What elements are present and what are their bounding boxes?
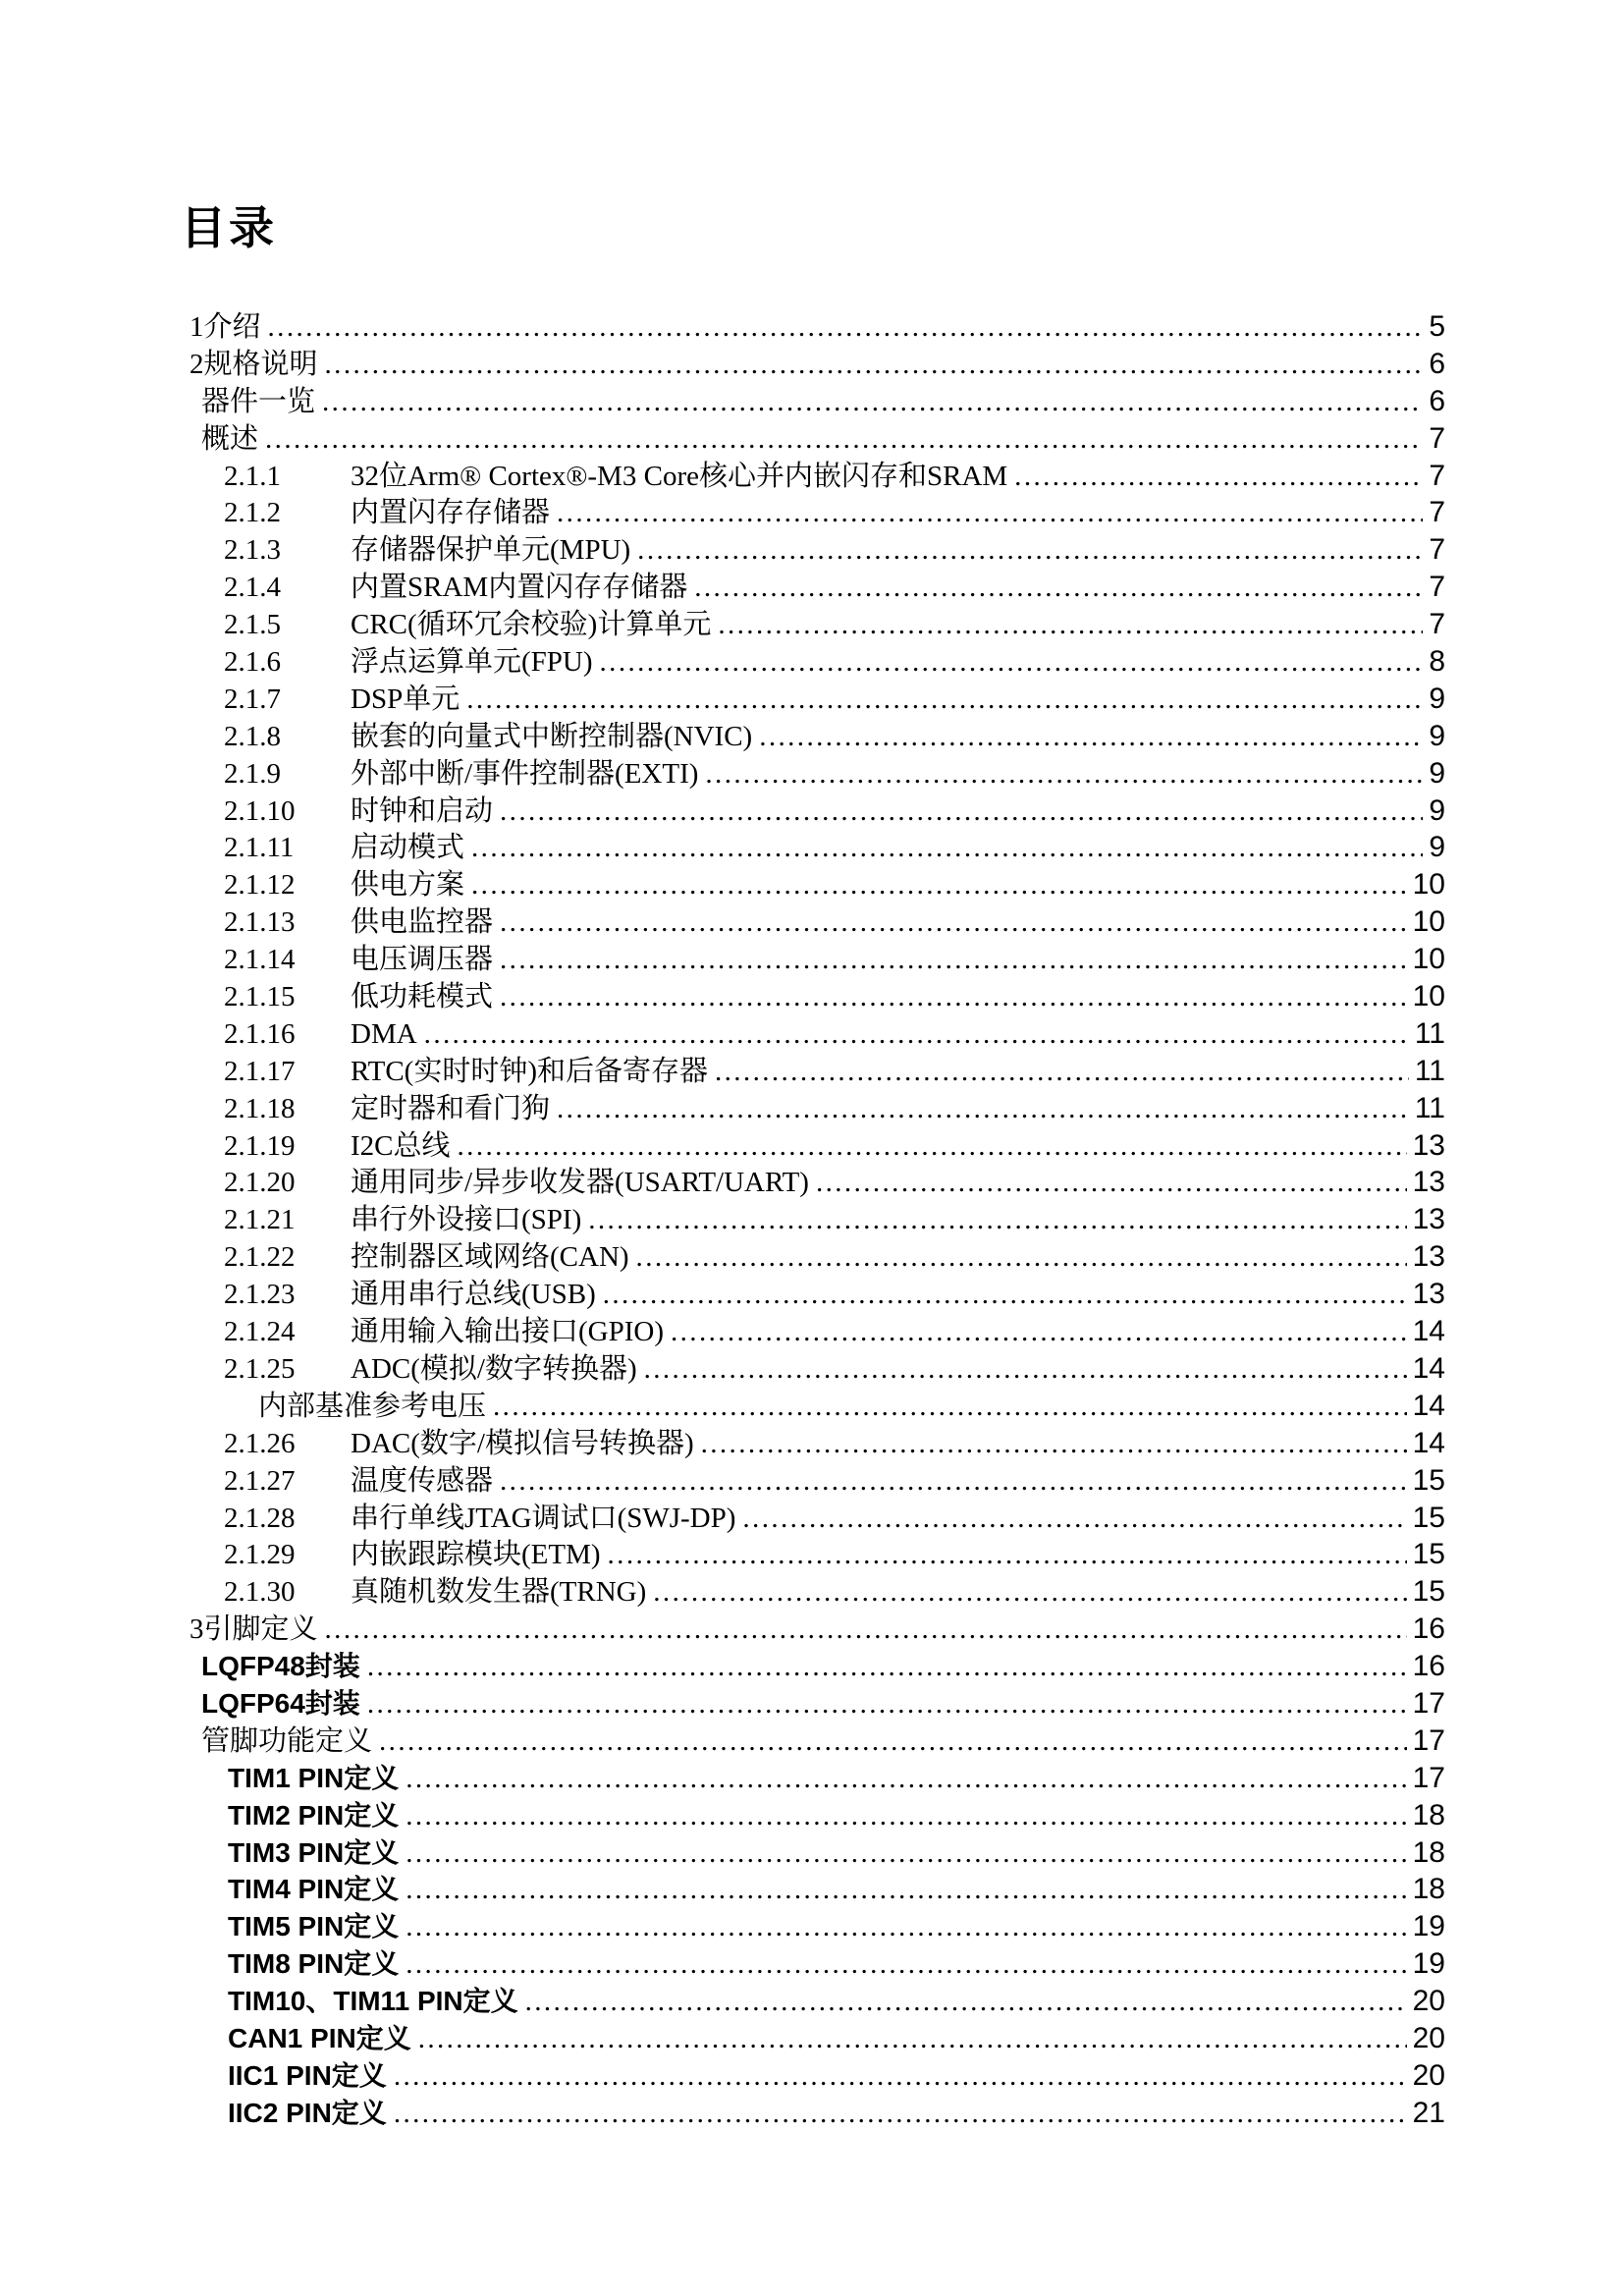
- toc-entry-number: 2.1.28: [224, 1502, 296, 1534]
- toc-entry-label: 存储器保护单元(MPU): [351, 534, 631, 567]
- dot-leader: [406, 1761, 1406, 1798]
- toc-entry-page: 6: [1429, 347, 1445, 380]
- toc-entry-page: 20: [1412, 1985, 1445, 2018]
- toc-entry-number: 2.1.20: [224, 1167, 296, 1199]
- toc-entry-number: 2.1.5: [224, 609, 281, 641]
- toc-entry-label: 内置闪存存储器: [351, 497, 551, 529]
- toc-entry-label: 通用同步/异步收发器(USART/UART): [351, 1167, 809, 1199]
- toc-entry-label: 概述: [201, 422, 259, 455]
- toc-entry[interactable]: [189, 1090, 1445, 1127]
- toc-entry-label: 内嵌跟踪模块(ETM): [351, 1539, 601, 1571]
- dot-leader: [608, 1537, 1407, 1574]
- toc-entry-page: 5: [1429, 310, 1445, 343]
- toc-entry-label: LQFP48封装: [201, 1651, 360, 1682]
- toc-entry-number: 2.1.29: [224, 1539, 296, 1571]
- dot-leader: [500, 1463, 1407, 1501]
- dot-leader: [265, 421, 1423, 459]
- toc-entry[interactable]: [189, 2057, 1445, 2095]
- dot-leader: [394, 2096, 1407, 2133]
- toc-entry-number: 2.1.10: [224, 794, 296, 827]
- toc-entry-page: 11: [1414, 1054, 1445, 1087]
- toc-entry[interactable]: [189, 1425, 1445, 1462]
- toc-entry[interactable]: [189, 606, 1445, 643]
- toc-entry-number: 2.1.16: [224, 1017, 296, 1050]
- dot-leader: [325, 347, 1424, 384]
- toc-entry[interactable]: [189, 1797, 1445, 1834]
- dot-leader: [644, 1351, 1407, 1389]
- toc-entry-number: 2.1.4: [224, 572, 281, 604]
- toc-entry-label: IIC1 PIN定义: [228, 2059, 387, 2091]
- toc-entry[interactable]: [189, 1722, 1445, 1760]
- dot-leader: [588, 1202, 1406, 1239]
- toc-entry-label: 串行单线JTAG调试口(SWJ-DP): [351, 1502, 736, 1534]
- toc-entry-page: 9: [1429, 756, 1445, 790]
- toc-entry-label: DMA: [351, 1017, 417, 1050]
- toc-entry-page: 13: [1412, 1278, 1445, 1311]
- toc-entry[interactable]: [189, 1053, 1445, 1090]
- toc-entry-page: 16: [1412, 1650, 1445, 1683]
- dot-leader: [637, 532, 1423, 570]
- toc-entry[interactable]: [189, 458, 1445, 495]
- dot-leader: [406, 1798, 1406, 1835]
- toc-entry-label: TIM3 PIN定义: [228, 1836, 400, 1868]
- toc-entry[interactable]: [189, 866, 1445, 903]
- toc-entry[interactable]: [189, 569, 1445, 606]
- toc-entry-number: 2.1.2: [224, 497, 281, 529]
- toc-entry-page: 7: [1429, 571, 1445, 604]
- toc-entry[interactable]: [189, 1648, 1445, 1685]
- toc-entry[interactable]: [189, 494, 1445, 531]
- toc-entry-label: 3引脚定义: [189, 1613, 318, 1646]
- toc-entry-label: 串行外设接口(SPI): [351, 1204, 582, 1236]
- dot-leader: [816, 1165, 1407, 1202]
- toc-entry-label: 内部基准参考电压: [258, 1390, 487, 1422]
- toc-entry[interactable]: [189, 1834, 1445, 1872]
- toc-entry-label: 嵌套的向量式中断控制器(NVIC): [351, 720, 753, 752]
- dot-leader: [500, 904, 1407, 942]
- toc-entry-label: 电压调压器: [351, 944, 494, 976]
- toc-entry-label: I2C总线: [351, 1129, 451, 1162]
- toc-entry[interactable]: [189, 903, 1445, 941]
- dot-leader: [458, 1128, 1407, 1166]
- toc-entry[interactable]: [189, 1945, 1445, 1983]
- toc-entry-number: 2.1.14: [224, 944, 296, 976]
- toc-entry-page: 18: [1412, 1798, 1445, 1831]
- toc-entry-page: 14: [1412, 1426, 1445, 1459]
- dot-leader: [394, 2058, 1407, 2096]
- dot-leader: [406, 1872, 1406, 1909]
- toc-entry-label: TIM10、TIM11 PIN定义: [228, 1986, 518, 2017]
- toc-entry[interactable]: [189, 420, 1445, 458]
- toc-entry-page: 9: [1429, 793, 1445, 827]
- toc-entry-number: 2.1.12: [224, 869, 296, 902]
- toc-entry-number: 2.1.17: [224, 1055, 296, 1087]
- page-title: 目录: [181, 202, 277, 253]
- toc-entry-number: 2.1.13: [224, 906, 296, 939]
- toc-entry-label: 管脚功能定义: [201, 1724, 373, 1757]
- toc-entry[interactable]: [189, 308, 1445, 346]
- toc-entry-page: 11: [1414, 1091, 1445, 1124]
- toc-entry-label: 1介绍: [189, 311, 261, 343]
- dot-leader: [406, 1835, 1406, 1873]
- toc-entry-page: 15: [1412, 1463, 1445, 1497]
- toc-entry-label: TIM2 PIN定义: [228, 1799, 400, 1831]
- dot-leader: [268, 309, 1424, 347]
- toc-entry-page: 10: [1412, 905, 1445, 939]
- toc-entry-number: 2.1.25: [224, 1352, 296, 1385]
- toc-entry-page: 16: [1412, 1613, 1445, 1646]
- toc-entry-page: 9: [1429, 831, 1445, 864]
- dot-leader: [705, 756, 1423, 793]
- toc-entry-page: 19: [1412, 1947, 1445, 1981]
- dot-leader: [325, 1612, 1407, 1649]
- dot-leader: [471, 830, 1423, 867]
- toc-entry-label: 供电监控器: [351, 906, 494, 939]
- toc-entry-number: 2.1.23: [224, 1279, 296, 1311]
- dot-leader: [500, 793, 1423, 831]
- toc-entry-number: 2.1.8: [224, 720, 281, 752]
- toc-entry[interactable]: [189, 346, 1445, 383]
- toc-entry-page: 21: [1412, 2096, 1445, 2129]
- toc-entry[interactable]: [189, 1536, 1445, 1573]
- toc-entry-number: 2.1.21: [224, 1204, 296, 1236]
- toc-entry-number: 2.1.18: [224, 1092, 296, 1124]
- toc-entry-page: 14: [1412, 1351, 1445, 1385]
- toc-entry-page: 20: [1412, 2058, 1445, 2092]
- dot-leader: [718, 607, 1423, 644]
- toc-entry-number: 2.1.26: [224, 1427, 296, 1459]
- toc-entry[interactable]: [189, 681, 1445, 718]
- dot-leader: [636, 1239, 1407, 1277]
- toc-entry-page: 15: [1412, 1575, 1445, 1609]
- toc-entry[interactable]: [189, 531, 1445, 569]
- toc-entry-page: 8: [1429, 645, 1445, 679]
- dot-leader: [367, 1649, 1407, 1686]
- toc-entry-label: RTC(实时时钟)和后备寄存器: [351, 1055, 708, 1087]
- toc-entry[interactable]: [189, 2020, 1445, 2057]
- toc-entry[interactable]: [189, 755, 1445, 793]
- toc-entry-page: 13: [1412, 1166, 1445, 1199]
- toc-entry-page: 10: [1412, 943, 1445, 976]
- toc-entry-number: 2.1.7: [224, 683, 281, 715]
- dot-leader: [701, 1426, 1407, 1463]
- toc-entry-number: 2.1.22: [224, 1241, 296, 1274]
- toc-entry-number: 2.1.30: [224, 1576, 296, 1609]
- toc-entry-label: LQFP64封装: [201, 1687, 360, 1719]
- toc-entry[interactable]: [189, 1238, 1445, 1276]
- dot-leader: [557, 1091, 1409, 1128]
- toc-list: [189, 308, 1445, 2132]
- toc-entry[interactable]: [189, 1164, 1445, 1201]
- toc-entry[interactable]: [189, 1313, 1445, 1350]
- toc-entry-label: CAN1 PIN定义: [228, 2022, 411, 2053]
- toc-entry[interactable]: [189, 1350, 1445, 1388]
- dot-leader: [742, 1501, 1406, 1538]
- toc-entry[interactable]: [189, 1462, 1445, 1500]
- dot-leader: [424, 1016, 1409, 1054]
- toc-entry-number: 2.1.11: [224, 832, 295, 864]
- toc-entry[interactable]: [189, 1871, 1445, 1908]
- toc-entry-label: 通用输入输出接口(GPIO): [351, 1316, 664, 1348]
- toc-entry[interactable]: [189, 1685, 1445, 1722]
- toc-entry-page: 6: [1429, 384, 1445, 417]
- toc-entry[interactable]: [189, 1388, 1445, 1425]
- toc-entry-label: 32位Arm® Cortex®-M3 Core核心并内嵌闪存和SRAM: [351, 460, 1008, 492]
- dot-leader: [694, 570, 1423, 607]
- toc-entry-page: 7: [1429, 608, 1445, 641]
- dot-leader: [418, 2021, 1407, 2058]
- dot-leader: [406, 1909, 1406, 1946]
- toc-entry-page: 7: [1429, 421, 1445, 455]
- toc-entry-page: 13: [1412, 1128, 1445, 1162]
- dot-leader: [653, 1574, 1406, 1612]
- toc-entry[interactable]: [189, 1201, 1445, 1238]
- dot-leader: [500, 979, 1407, 1016]
- toc-entry-label: 内置SRAM内置闪存存储器: [351, 572, 688, 604]
- toc-entry-label: 外部中断/事件控制器(EXTI): [351, 757, 699, 790]
- toc-entry-label: 时钟和启动: [351, 794, 494, 827]
- toc-entry-page: 11: [1414, 1016, 1445, 1050]
- dot-leader: [322, 384, 1423, 421]
- toc-entry-label: DSP单元: [351, 683, 460, 715]
- toc-entry[interactable]: [189, 941, 1445, 978]
- toc-entry-page: 14: [1412, 1315, 1445, 1348]
- dot-leader: [759, 719, 1423, 756]
- toc-entry-page: 17: [1412, 1723, 1445, 1757]
- toc-entry-page: 19: [1412, 1910, 1445, 1943]
- dot-leader: [471, 867, 1407, 904]
- toc-entry-page: 17: [1412, 1761, 1445, 1794]
- toc-entry-number: 2.1.3: [224, 534, 281, 567]
- dot-leader: [600, 644, 1424, 682]
- toc-entry-page: 18: [1412, 1873, 1445, 1906]
- toc-entry-label: 真随机数发生器(TRNG): [351, 1576, 647, 1609]
- toc-entry-page: 9: [1429, 719, 1445, 752]
- toc-entry[interactable]: [189, 1908, 1445, 1945]
- toc-entry-page: 9: [1429, 682, 1445, 715]
- dot-leader: [525, 1984, 1407, 2021]
- toc-entry-page: 13: [1412, 1203, 1445, 1236]
- toc-entry-label: IIC2 PIN定义: [228, 2097, 387, 2128]
- toc-entry-number: 2.1.24: [224, 1316, 296, 1348]
- toc-entry-label: 浮点运算单元(FPU): [351, 646, 593, 679]
- toc-entry[interactable]: [189, 1276, 1445, 1313]
- dot-leader: [671, 1314, 1407, 1351]
- toc-entry-number: 2.1.27: [224, 1464, 296, 1497]
- toc-entry-label: TIM5 PIN定义: [228, 1911, 400, 1942]
- toc-entry-label: 通用串行总线(USB): [351, 1279, 596, 1311]
- dot-leader: [603, 1277, 1407, 1314]
- toc-entry-label: 控制器区域网络(CAN): [351, 1241, 629, 1274]
- toc-entry[interactable]: [189, 793, 1445, 830]
- toc-entry[interactable]: [189, 1611, 1445, 1648]
- toc-entry-label: 启动模式: [351, 832, 465, 864]
- toc-entry-label: TIM4 PIN定义: [228, 1874, 400, 1905]
- toc-entry-page: 20: [1412, 2021, 1445, 2054]
- toc-entry-label: TIM1 PIN定义: [228, 1762, 400, 1793]
- toc-entry-page: 7: [1429, 459, 1445, 492]
- toc-entry[interactable]: [189, 1760, 1445, 1797]
- toc-entry-label: 定时器和看门狗: [351, 1092, 551, 1124]
- toc-entry-page: 7: [1429, 533, 1445, 567]
- toc-entry-page: 17: [1412, 1686, 1445, 1720]
- toc-entry-number: 2.1.19: [224, 1129, 296, 1162]
- dot-leader: [367, 1686, 1407, 1723]
- dot-leader: [715, 1054, 1409, 1091]
- toc-entry-page: 10: [1412, 868, 1445, 902]
- dot-leader: [466, 682, 1423, 719]
- toc-entry[interactable]: [189, 718, 1445, 755]
- toc-entry-number: 2.1.1: [224, 460, 281, 492]
- toc-entry-page: 18: [1412, 1835, 1445, 1869]
- toc-entry-label: 2规格说明: [189, 348, 318, 380]
- toc-entry[interactable]: [189, 1015, 1445, 1053]
- toc-entry-label: 器件一览: [201, 385, 316, 417]
- toc-entry[interactable]: [189, 1983, 1445, 2020]
- toc-entry[interactable]: [189, 1127, 1445, 1165]
- toc-entry-page: 10: [1412, 980, 1445, 1013]
- toc-entry[interactable]: [189, 383, 1445, 420]
- dot-leader: [1014, 459, 1423, 496]
- toc-entry[interactable]: [189, 978, 1445, 1015]
- toc-entry-label: DAC(数字/模拟信号转换器): [351, 1427, 694, 1459]
- toc-entry-label: CRC(循环冗余校验)计算单元: [351, 609, 712, 641]
- toc-entry[interactable]: [189, 1500, 1445, 1537]
- toc-entry-page: 13: [1412, 1240, 1445, 1274]
- toc-entry-number: 2.1.15: [224, 981, 296, 1013]
- toc-entry-number: 2.1.9: [224, 757, 281, 790]
- toc-entry-label: 供电方案: [351, 869, 465, 902]
- toc-entry-page: 7: [1429, 496, 1445, 529]
- toc-entry-page: 15: [1412, 1501, 1445, 1534]
- dot-leader: [500, 942, 1407, 979]
- dot-leader: [379, 1723, 1407, 1761]
- toc-entry[interactable]: [189, 829, 1445, 866]
- dot-leader: [557, 495, 1423, 532]
- toc-entry-label: 低功耗模式: [351, 981, 494, 1013]
- toc-entry-label: TIM8 PIN定义: [228, 1948, 400, 1980]
- toc-entry[interactable]: [189, 1573, 1445, 1611]
- toc-entry[interactable]: [189, 643, 1445, 681]
- toc-entry-page: 14: [1412, 1389, 1445, 1422]
- toc-entry-page: 15: [1412, 1538, 1445, 1571]
- toc-entry-label: ADC(模拟/数字转换器): [351, 1352, 637, 1385]
- dot-leader: [493, 1389, 1407, 1426]
- toc-entry-label: 温度传感器: [351, 1464, 494, 1497]
- toc-entry[interactable]: [189, 2095, 1445, 2132]
- toc-entry-number: 2.1.6: [224, 646, 281, 679]
- dot-leader: [406, 1946, 1406, 1984]
